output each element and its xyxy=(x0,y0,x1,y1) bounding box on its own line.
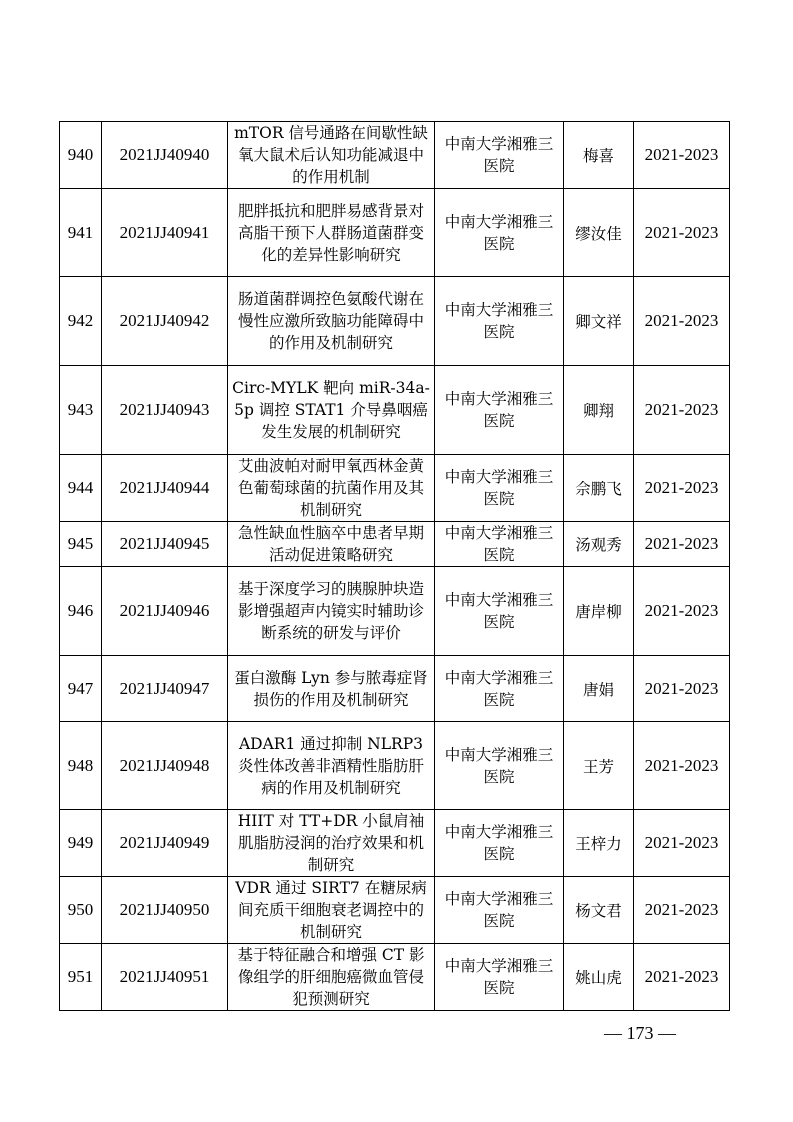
institution: 中南大学湘雅三医院 xyxy=(435,122,564,189)
project-period: 2021-2023 xyxy=(634,189,730,277)
project-title: VDR 通过 SIRT7 在糖尿病间充质干细胞衰老调控中的机制研究 xyxy=(228,877,435,944)
row-number: 951 xyxy=(60,944,102,1011)
institution: 中南大学湘雅三医院 xyxy=(435,877,564,944)
project-title: 基于特征融合和增强 CT 影像组学的肝细胞癌微血管侵犯预测研究 xyxy=(228,944,435,1011)
institution: 中南大学湘雅三医院 xyxy=(435,455,564,522)
institution: 中南大学湘雅三医院 xyxy=(435,522,564,567)
project-leader: 杨文君 xyxy=(564,877,634,944)
table-row xyxy=(60,810,730,877)
project-title: mTOR 信号通路在间歇性缺氧大鼠术后认知功能减退中的作用机制 xyxy=(228,122,435,189)
project-code: 2021JJ40949 xyxy=(102,810,228,877)
project-period: 2021-2023 xyxy=(634,656,730,722)
project-period: 2021-2023 xyxy=(634,366,730,455)
project-title: 急性缺血性脑卒中患者早期活动促进策略研究 xyxy=(228,522,435,567)
project-period: 2021-2023 xyxy=(634,455,730,522)
project-period: 2021-2023 xyxy=(634,277,730,366)
project-leader: 王芳 xyxy=(564,722,634,810)
row-number: 948 xyxy=(60,722,102,810)
institution: 中南大学湘雅三医院 xyxy=(435,277,564,366)
row-number: 947 xyxy=(60,656,102,722)
table-row xyxy=(60,277,730,366)
project-title: 肠道菌群调控色氨酸代谢在慢性应激所致脑功能障碍中的作用及机制研究 xyxy=(228,277,435,366)
row-number: 946 xyxy=(60,567,102,656)
project-title: 艾曲波帕对耐甲氧西林金黄色葡萄球菌的抗菌作用及其机制研究 xyxy=(228,455,435,522)
institution: 中南大学湘雅三医院 xyxy=(435,722,564,810)
project-code: 2021JJ40940 xyxy=(102,122,228,189)
table-row xyxy=(60,366,730,455)
project-leader: 卿翔 xyxy=(564,366,634,455)
project-leader: 唐岸柳 xyxy=(564,567,634,656)
project-code: 2021JJ40945 xyxy=(102,522,228,567)
page-number: — 173 — xyxy=(604,1023,676,1043)
table-row xyxy=(60,877,730,944)
row-number: 944 xyxy=(60,455,102,522)
row-number: 943 xyxy=(60,366,102,455)
project-period: 2021-2023 xyxy=(634,567,730,656)
institution: 中南大学湘雅三医院 xyxy=(435,567,564,656)
row-number: 949 xyxy=(60,810,102,877)
project-title: 蛋白激酶 Lyn 参与脓毒症肾损伤的作用及机制研究 xyxy=(228,656,435,722)
project-period: 2021-2023 xyxy=(634,722,730,810)
project-leader: 梅喜 xyxy=(564,122,634,189)
project-leader: 汤观秀 xyxy=(564,522,634,567)
table-row xyxy=(60,567,730,656)
institution: 中南大学湘雅三医院 xyxy=(435,810,564,877)
project-code: 2021JJ40942 xyxy=(102,277,228,366)
project-period: 2021-2023 xyxy=(634,877,730,944)
project-period: 2021-2023 xyxy=(634,122,730,189)
row-number: 945 xyxy=(60,522,102,567)
project-title: 肥胖抵抗和肥胖易感背景对高脂干预下人群肠道菌群变化的差异性影响研究 xyxy=(228,189,435,277)
project-code: 2021JJ40941 xyxy=(102,189,228,277)
project-period: 2021-2023 xyxy=(634,944,730,1011)
institution: 中南大学湘雅三医院 xyxy=(435,656,564,722)
project-period: 2021-2023 xyxy=(634,522,730,567)
table-row xyxy=(60,656,730,722)
project-title: ADAR1 通过抑制 NLRP3 炎性体改善非酒精性脂肪肝病的作用及机制研究 xyxy=(228,722,435,810)
project-code: 2021JJ40951 xyxy=(102,944,228,1011)
row-number: 941 xyxy=(60,189,102,277)
institution: 中南大学湘雅三医院 xyxy=(435,944,564,1011)
table-row xyxy=(60,122,730,189)
project-table xyxy=(59,121,730,1011)
table-row xyxy=(60,455,730,522)
table-row xyxy=(60,944,730,1011)
project-code: 2021JJ40950 xyxy=(102,877,228,944)
row-number: 942 xyxy=(60,277,102,366)
project-title: Circ-MYLK 靶向 miR-34a-5p 调控 STAT1 介导鼻咽癌发生发展的机制研究 xyxy=(228,366,435,455)
institution: 中南大学湘雅三医院 xyxy=(435,366,564,455)
project-period: 2021-2023 xyxy=(634,810,730,877)
project-leader: 唐娟 xyxy=(564,656,634,722)
project-code: 2021JJ40947 xyxy=(102,656,228,722)
project-code: 2021JJ40943 xyxy=(102,366,228,455)
project-leader: 佘鹏飞 xyxy=(564,455,634,522)
table-row xyxy=(60,189,730,277)
project-leader: 缪汝佳 xyxy=(564,189,634,277)
table-row xyxy=(60,522,730,567)
row-number: 940 xyxy=(60,122,102,189)
row-number: 950 xyxy=(60,877,102,944)
project-code: 2021JJ40946 xyxy=(102,567,228,656)
project-title: 基于深度学习的胰腺肿块造影增强超声内镜实时辅助诊断系统的研发与评价 xyxy=(228,567,435,656)
table-row xyxy=(60,722,730,810)
project-title: HIIT 对 TT+DR 小鼠肩袖肌脂肪浸润的治疗效果和机制研究 xyxy=(228,810,435,877)
project-leader: 卿文祥 xyxy=(564,277,634,366)
project-leader: 王梓力 xyxy=(564,810,634,877)
project-leader: 姚山虎 xyxy=(564,944,634,1011)
institution: 中南大学湘雅三医院 xyxy=(435,189,564,277)
project-code: 2021JJ40948 xyxy=(102,722,228,810)
project-code: 2021JJ40944 xyxy=(102,455,228,522)
